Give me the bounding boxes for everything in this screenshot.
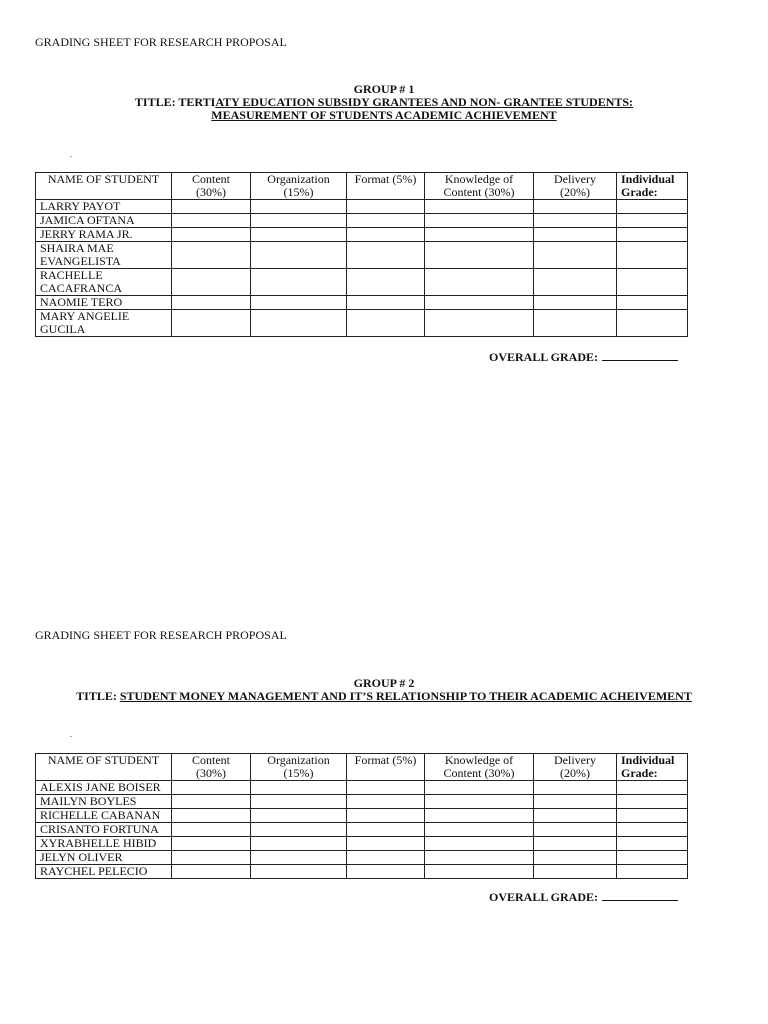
table-row: [36, 809, 688, 823]
format-cell[interactable]: [347, 296, 425, 310]
col-header-delivery: Delivery (20%): [534, 173, 617, 200]
format-cell[interactable]: [347, 851, 425, 865]
group-number: GROUP # 1: [353, 82, 415, 96]
header-row: [36, 754, 688, 781]
delivery-cell[interactable]: [534, 837, 617, 851]
student-name: JELYN OLIVER: [36, 851, 172, 865]
knowledge-cell[interactable]: [425, 851, 534, 865]
overall-grade-label: OVERALL GRADE:: [489, 350, 599, 364]
organization-cell[interactable]: [251, 310, 347, 337]
student-name: MARY ANGELIE GUCILA: [36, 310, 172, 337]
table-row: [36, 865, 688, 879]
individual-grade-cell[interactable]: [617, 781, 688, 795]
organization-cell[interactable]: [251, 865, 347, 879]
knowledge-cell[interactable]: [425, 837, 534, 851]
individual-grade-cell[interactable]: [617, 795, 688, 809]
stray-dot: .: [70, 150, 72, 159]
student-name: XYRABHELLE HIBID: [36, 837, 172, 851]
format-cell[interactable]: [347, 228, 425, 242]
grading-table: [35, 172, 688, 337]
grading-table: [35, 753, 688, 879]
proposal-title: [0, 690, 768, 703]
delivery-cell[interactable]: [534, 310, 617, 337]
format-cell[interactable]: [347, 837, 425, 851]
organization-cell[interactable]: [251, 837, 347, 851]
title-underlined: ATY EDUCATION SUBSIDY GRANTEES AND NON- GRANTEE STUDENTS:: [215, 95, 634, 109]
student-name: MAILYN BOYLES: [36, 795, 172, 809]
organization-cell[interactable]: [251, 214, 347, 228]
format-cell[interactable]: [347, 781, 425, 795]
individual-grade-cell[interactable]: [617, 214, 688, 228]
organization-cell[interactable]: [251, 242, 347, 269]
content-cell[interactable]: [172, 781, 251, 795]
individual-grade-cell[interactable]: [617, 242, 688, 269]
content-cell[interactable]: [172, 837, 251, 851]
format-cell[interactable]: [347, 269, 425, 296]
format-cell[interactable]: [347, 795, 425, 809]
delivery-cell[interactable]: [534, 823, 617, 837]
format-cell[interactable]: [347, 242, 425, 269]
knowledge-cell[interactable]: [425, 269, 534, 296]
col-header-format: Format (5%): [347, 173, 425, 200]
content-cell[interactable]: [172, 795, 251, 809]
sheet-heading: GRADING SHEET FOR RESEARCH PROPOSAL: [35, 628, 287, 642]
student-name: CRISANTO FORTUNA: [36, 823, 172, 837]
student-name: JERRY RAMA JR.: [36, 228, 172, 242]
format-cell[interactable]: [347, 310, 425, 337]
knowledge-cell[interactable]: [425, 296, 534, 310]
table-row: [36, 214, 688, 228]
individual-grade-cell[interactable]: [617, 809, 688, 823]
proposal-title: [0, 96, 768, 122]
individual-grade-cell[interactable]: [617, 296, 688, 310]
student-name: RAYCHEL PELECIO: [36, 865, 172, 879]
knowledge-cell[interactable]: [425, 310, 534, 337]
format-cell[interactable]: [347, 214, 425, 228]
knowledge-cell[interactable]: [425, 823, 534, 837]
knowledge-cell[interactable]: [425, 242, 534, 269]
student-name: LARRY PAYOT: [36, 200, 172, 214]
delivery-cell[interactable]: [534, 795, 617, 809]
individual-grade-cell[interactable]: [617, 269, 688, 296]
organization-cell[interactable]: [251, 200, 347, 214]
table-row: [36, 795, 688, 809]
overall-grade-blank[interactable]: [602, 890, 678, 901]
col-header-content: Content (30%): [172, 173, 251, 200]
content-cell[interactable]: [172, 242, 251, 269]
delivery-cell[interactable]: [534, 242, 617, 269]
delivery-cell[interactable]: [534, 214, 617, 228]
table-row: [36, 242, 688, 269]
delivery-cell[interactable]: [534, 851, 617, 865]
col-header-delivery: Delivery (20%): [534, 754, 617, 781]
knowledge-cell[interactable]: [425, 228, 534, 242]
delivery-cell[interactable]: [534, 200, 617, 214]
delivery-cell[interactable]: [534, 809, 617, 823]
table-row: [36, 851, 688, 865]
title-underlined: STUDENT MONEY MANAGEMENT AND IT’S RELATIONSHIP TO THEIR ACADEMIC ACHEIVEMENT: [119, 689, 692, 703]
student-name: RACHELLE CACAFRANCA: [36, 269, 172, 296]
overall-grade-blank[interactable]: [602, 350, 678, 361]
student-name: NAOMIE TERO: [36, 296, 172, 310]
knowledge-cell[interactable]: [425, 200, 534, 214]
student-name: JAMICA OFTANA: [36, 214, 172, 228]
table-row: [36, 269, 688, 296]
organization-cell[interactable]: [251, 809, 347, 823]
format-cell[interactable]: [347, 865, 425, 879]
organization-cell[interactable]: [251, 823, 347, 837]
table-row: [36, 310, 688, 337]
group-number: GROUP # 2: [353, 676, 415, 690]
delivery-cell[interactable]: [534, 296, 617, 310]
title-line-2: MEASUREMENT OF STUDENTS ACADEMIC ACHIEVEMENT: [211, 108, 557, 122]
format-cell[interactable]: [347, 823, 425, 837]
col-header-format: Format (5%): [347, 754, 425, 781]
student-name: SHAIRA MAE EVANGELISTA: [36, 242, 172, 269]
individual-grade-cell[interactable]: [617, 865, 688, 879]
content-cell[interactable]: [172, 269, 251, 296]
format-cell[interactable]: [347, 809, 425, 823]
table-row: [36, 200, 688, 214]
individual-grade-cell[interactable]: [617, 823, 688, 837]
knowledge-cell[interactable]: [425, 809, 534, 823]
title-prefix: TITLE:: [76, 689, 120, 703]
delivery-cell[interactable]: [534, 228, 617, 242]
delivery-cell[interactable]: [534, 865, 617, 879]
content-cell[interactable]: [172, 851, 251, 865]
col-header-knowledge: Knowledge of Content (30%): [425, 173, 534, 200]
col-header-name: NAME OF STUDENT: [36, 173, 172, 200]
overall-grade: [489, 890, 678, 905]
organization-cell[interactable]: [251, 228, 347, 242]
organization-cell[interactable]: [251, 781, 347, 795]
overall-grade-label: OVERALL GRADE:: [489, 890, 599, 904]
table-row: [36, 228, 688, 242]
content-cell[interactable]: [172, 310, 251, 337]
delivery-cell[interactable]: [534, 269, 617, 296]
table-row: [36, 296, 688, 310]
individual-grade-cell[interactable]: [617, 200, 688, 214]
organization-cell[interactable]: [251, 269, 347, 296]
individual-grade-cell[interactable]: [617, 310, 688, 337]
organization-cell[interactable]: [251, 851, 347, 865]
organization-cell[interactable]: [251, 296, 347, 310]
individual-grade-cell[interactable]: [617, 228, 688, 242]
content-cell[interactable]: [172, 228, 251, 242]
individual-grade-cell[interactable]: [617, 851, 688, 865]
delivery-cell[interactable]: [534, 781, 617, 795]
knowledge-cell[interactable]: [425, 214, 534, 228]
knowledge-cell[interactable]: [425, 795, 534, 809]
student-name: RICHELLE CABANAN: [36, 809, 172, 823]
table-row: [36, 781, 688, 795]
col-header-name: NAME OF STUDENT: [36, 754, 172, 781]
content-cell[interactable]: [172, 865, 251, 879]
col-header-content: Content (30%): [172, 754, 251, 781]
overall-grade: [489, 350, 678, 365]
knowledge-cell[interactable]: [425, 781, 534, 795]
content-cell[interactable]: [172, 214, 251, 228]
col-header-individual-grade: Individual Grade:: [617, 754, 688, 781]
col-header-knowledge: Knowledge of Content (30%): [425, 754, 534, 781]
content-cell[interactable]: [172, 823, 251, 837]
stray-dot: .: [70, 730, 72, 739]
sheet-heading: GRADING SHEET FOR RESEARCH PROPOSAL: [35, 35, 287, 49]
organization-cell[interactable]: [251, 795, 347, 809]
table-row: [36, 823, 688, 837]
content-cell[interactable]: [172, 809, 251, 823]
format-cell[interactable]: [347, 200, 425, 214]
content-cell[interactable]: [172, 200, 251, 214]
individual-grade-cell[interactable]: [617, 837, 688, 851]
title-prefix: TITLE: TERTI: [134, 95, 216, 109]
knowledge-cell[interactable]: [425, 865, 534, 879]
col-header-organization: Organization (15%): [251, 173, 347, 200]
col-header-organization: Organization (15%): [251, 754, 347, 781]
header-row: [36, 173, 688, 200]
student-name: ALEXIS JANE BOISER: [36, 781, 172, 795]
content-cell[interactable]: [172, 296, 251, 310]
col-header-individual-grade: Individual Grade:: [617, 173, 688, 200]
table-row: [36, 837, 688, 851]
